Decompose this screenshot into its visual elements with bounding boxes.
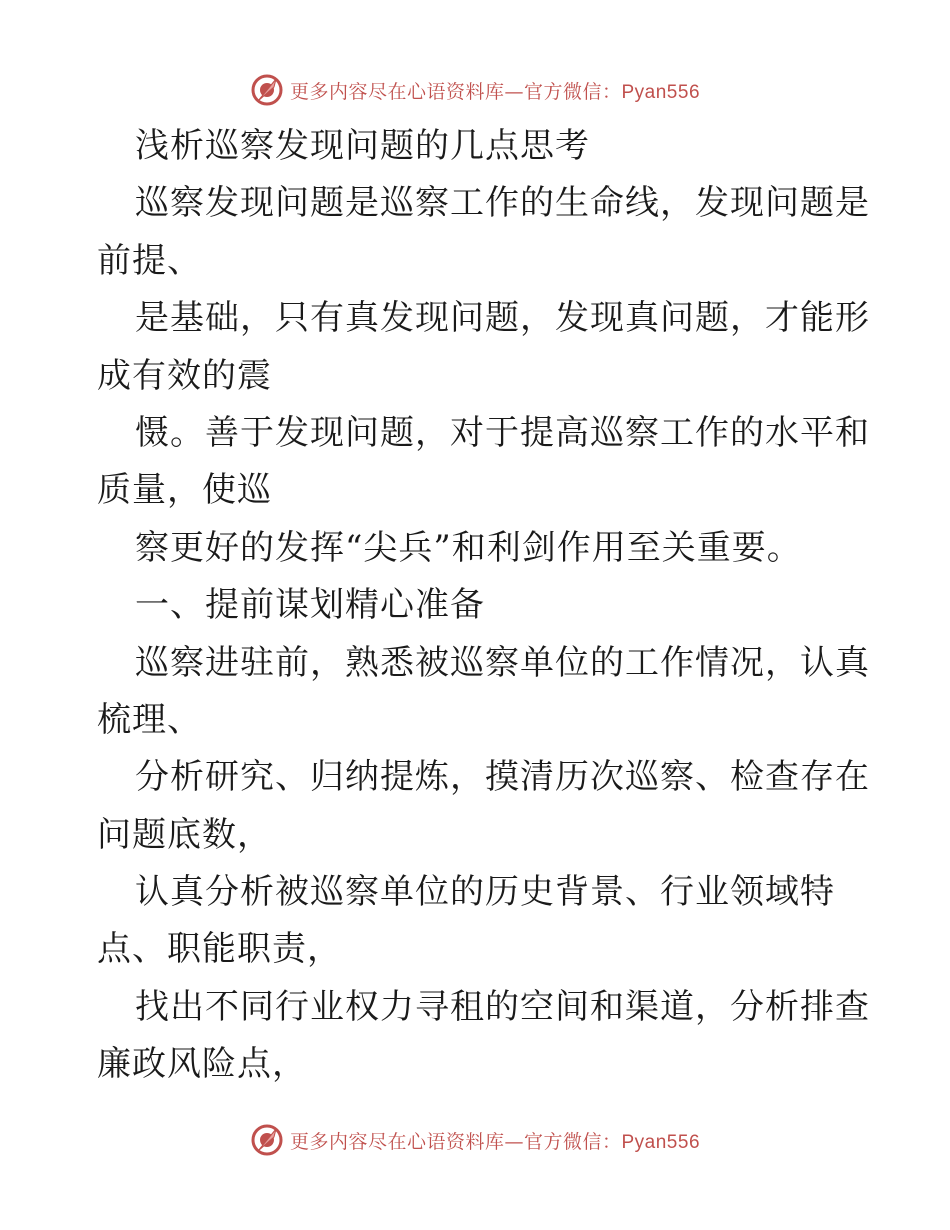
- text-line: 点、职能职责，: [97, 929, 342, 970]
- document-body: [97, 118, 870, 1094]
- text-line: 质量，使巡: [97, 470, 272, 511]
- text-line: 慑。善于发现问题，对于提高巡察工作的水平和: [135, 412, 870, 453]
- banner-text: 更多内容尽在心语资料库—: [289, 1130, 524, 1153]
- text-line: 前提、: [97, 240, 202, 281]
- text-line: 浅析巡察发现问题的几点思考: [135, 126, 590, 166]
- text-line: 巡察发现问题是巡察工作的生命线，发现问题是: [135, 183, 870, 224]
- text-line: 问题底数，: [97, 814, 272, 855]
- text-line: 找出不同行业权力寻租的空间和渠道，分析排查: [135, 986, 870, 1027]
- banner-wechat: 官方微信：Pyan556: [524, 81, 701, 103]
- header-banner: [0, 70, 950, 110]
- text-line: 分析研究、归纳提炼，摸清历次巡察、检查存在: [135, 757, 870, 798]
- text-line: 察更好的发挥“尖兵”和利剑作用至关重要。: [135, 527, 802, 568]
- text-line: 梳理、: [97, 699, 202, 740]
- banner-wechat: 官方微信：Pyan556: [524, 1131, 701, 1153]
- text-line: 一、提前谋划精心准备: [135, 585, 485, 626]
- quill-logo-icon: [250, 1123, 284, 1157]
- text-line: 巡察进驻前，熟悉被巡察单位的工作情况，认真: [135, 642, 870, 683]
- quill-logo-icon: [250, 73, 284, 107]
- text-line: 是基础，只有真发现问题，发现真问题，才能形: [135, 298, 870, 339]
- text-line: 廉政风险点，: [97, 1044, 307, 1085]
- footer-banner: [0, 1120, 950, 1160]
- text-line: 成有效的震: [97, 355, 272, 396]
- banner-text: 更多内容尽在心语资料库—: [289, 80, 524, 103]
- text-line: 认真分析被巡察单位的历史背景、行业领域特: [135, 872, 835, 913]
